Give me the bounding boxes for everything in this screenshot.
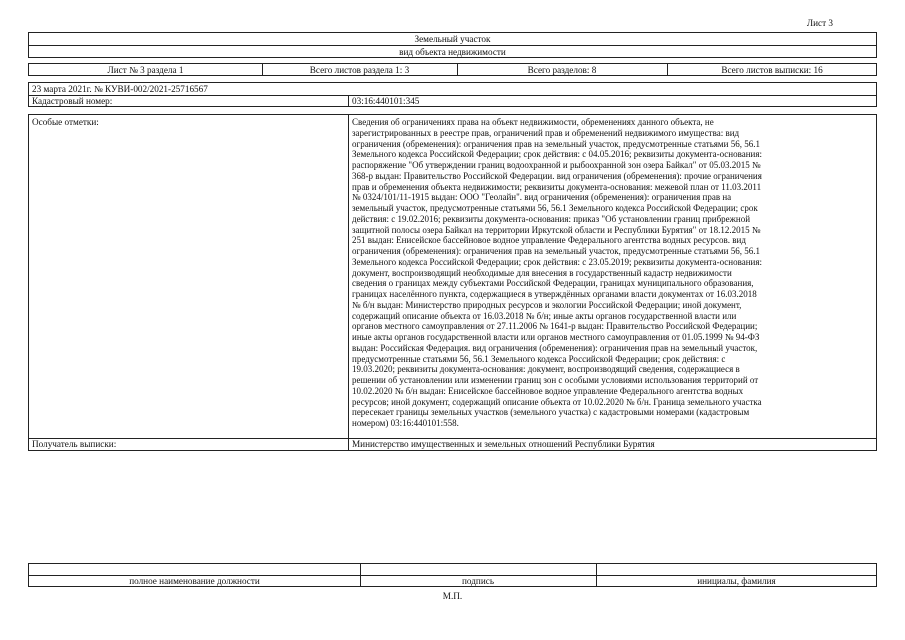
notes-line: зарегистрированных в реестре прав, ограничений прав и обременений недвижимого имущества: вид: [352, 127, 740, 138]
notes-line: выдан: Российская Федерация. вид ограничения (обременения): ограничения прав на земельный участок,: [352, 342, 758, 353]
notes-block: [28, 114, 877, 451]
sheet-of-section: Лист № 3 раздела 1: [107, 65, 184, 75]
stamp-label: М.П.: [442, 591, 463, 601]
sheet-label: Лист 3: [806, 18, 833, 28]
notes-line: документ, воспроизводящий необходимые для внесения в государственный кадастр недвижимости: [352, 267, 732, 278]
notes-line: ресурсов; иной документ, содержащий описание объекта от 10.02.2020 № б/н. Граница земельного участка: [352, 396, 762, 407]
notes-line: 10.02.2020 № б/н выдан: Енисейское бассейновое водное управление Федерального агентства водных: [352, 385, 744, 396]
notes-line: Земельного кодекса Российской Федерации; срок действия: с 23.05.2019; реквизиты документа-основания:: [352, 256, 763, 267]
notes-line: 19.03.2020; реквизиты документа-основания: документ, воспроизводящий сведения, содержащиеся в: [352, 364, 740, 375]
cadastral-number: 03:16:440101:345: [352, 96, 420, 106]
notes-line: ограничения (обременения): ограничения прав на земельный участок, предусмотренные статьями 56, 56.1: [352, 246, 760, 256]
notes-line: иные акты органов государственной власти или органов местного самоуправления от 01.05.1999 № 94-ФЗ: [352, 332, 760, 342]
notes-line: прав и обременения объекта недвижимости; реквизиты документа-основания: межевой план от 11.03.2011: [352, 181, 762, 192]
name-label: инициалы, фамилия: [697, 576, 776, 586]
notes-line: ограничения (обременения): ограничения прав на земельный участок, предусмотренные статьями 56, 56.1: [352, 138, 760, 149]
doc-ref-block: [28, 82, 877, 107]
notes-text: [352, 117, 875, 429]
notes-line: границах населённого пункта, содержащиеся в утверждённых органами власти документах от 16.03.2018: [352, 289, 757, 299]
notes-line: Земельного кодекса Российской Федерации; срок действия: с 04.05.2016; реквизиты документа-основания:: [352, 149, 763, 160]
object-title: Земельный участок: [414, 34, 491, 44]
notes-line: решении об установлении или изменении границ зон с особыми условиями использования территорий от: [352, 375, 759, 385]
total-sheets-section: Всего листов раздела 1: 3: [309, 65, 410, 75]
total-sheets-extract: Всего листов выписки: 16: [721, 65, 823, 75]
notes-line: действия: с 19.02.2016; реквизиты документа-основания: приказ "Об установлении границ прибрежной: [352, 213, 751, 224]
notes-label: Особые отметки:: [32, 117, 99, 127]
notes-line: № б/н выдан: Министерство природных ресурсов и экологии Российской Федерации; иной документ,: [352, 299, 742, 310]
signature-label: подпись: [461, 576, 495, 586]
cadastral-label: Кадастровый номер:: [32, 96, 113, 106]
header-box: [28, 32, 877, 58]
notes-line: защитной полосы озера Байкал на территории Иркутской области и Республики Бурятия" от 18.12.2015 №: [352, 224, 761, 235]
recipient-label: Получатель выписки:: [32, 439, 117, 449]
object-subtitle: вид объекта недвижимости: [399, 47, 506, 57]
doc-ref: 23 марта 2021г. № КУВИ-002/2021-25716567: [32, 84, 208, 94]
notes-line: органов местного самоуправления от 27.11.2006 № 1641-р выдан: Правительство Российской Федерации;: [352, 321, 758, 332]
notes-line: пересекает границы земельных участков (земельного участка) с кадастровыми номерами (кадастровым: [352, 407, 750, 418]
section-info-row: [28, 63, 877, 76]
notes-line: № 0324/101/11-1915 выдан: ООО "Геолайн". вид ограничения (обременения): ограничения прав на: [352, 192, 732, 203]
position-label: полное наименование должности: [129, 576, 260, 586]
notes-line: 368-р выдан: Правительство Российской Федерации. вид ограничения (обременения): прочие ограничения: [352, 170, 762, 181]
notes-line: распоряжение "Об утверждении границ водоохранной и рыбоохранной зон озера Байкал" от 05.03.2015 №: [352, 160, 761, 170]
notes-line: номером) 03:16:440101:558.: [352, 418, 459, 428]
notes-line: Сведения об ограничениях права на объект недвижимости, обременениях данного объекта, не: [352, 117, 714, 127]
recipient-value: Министерство имущественных и земельных отношений Республики Бурятия: [352, 439, 655, 449]
notes-line: 251 выдан: Енисейское бассейновое водное управление Федерального агентства водных ресурсов. вид: [352, 235, 746, 246]
total-sections: Всего разделов: 8: [527, 65, 597, 75]
notes-line: содержащий описание объекта от 16.03.2018 № б/н; иные акты органов государственной власти или: [352, 310, 737, 321]
notes-line: сведения о границах между субъектами Российской Федерации, границах муниципального образования,: [352, 278, 754, 289]
signature-block: [28, 563, 877, 587]
notes-line: предусмотренные статьями 56, 56.1 Земельного кодекса Российской Федерации; срок действия: с: [352, 353, 726, 364]
notes-line: земельный участок, предусмотренные статьями 56, 56.1 Земельного кодекса Российской Федерации; срок: [352, 203, 758, 213]
